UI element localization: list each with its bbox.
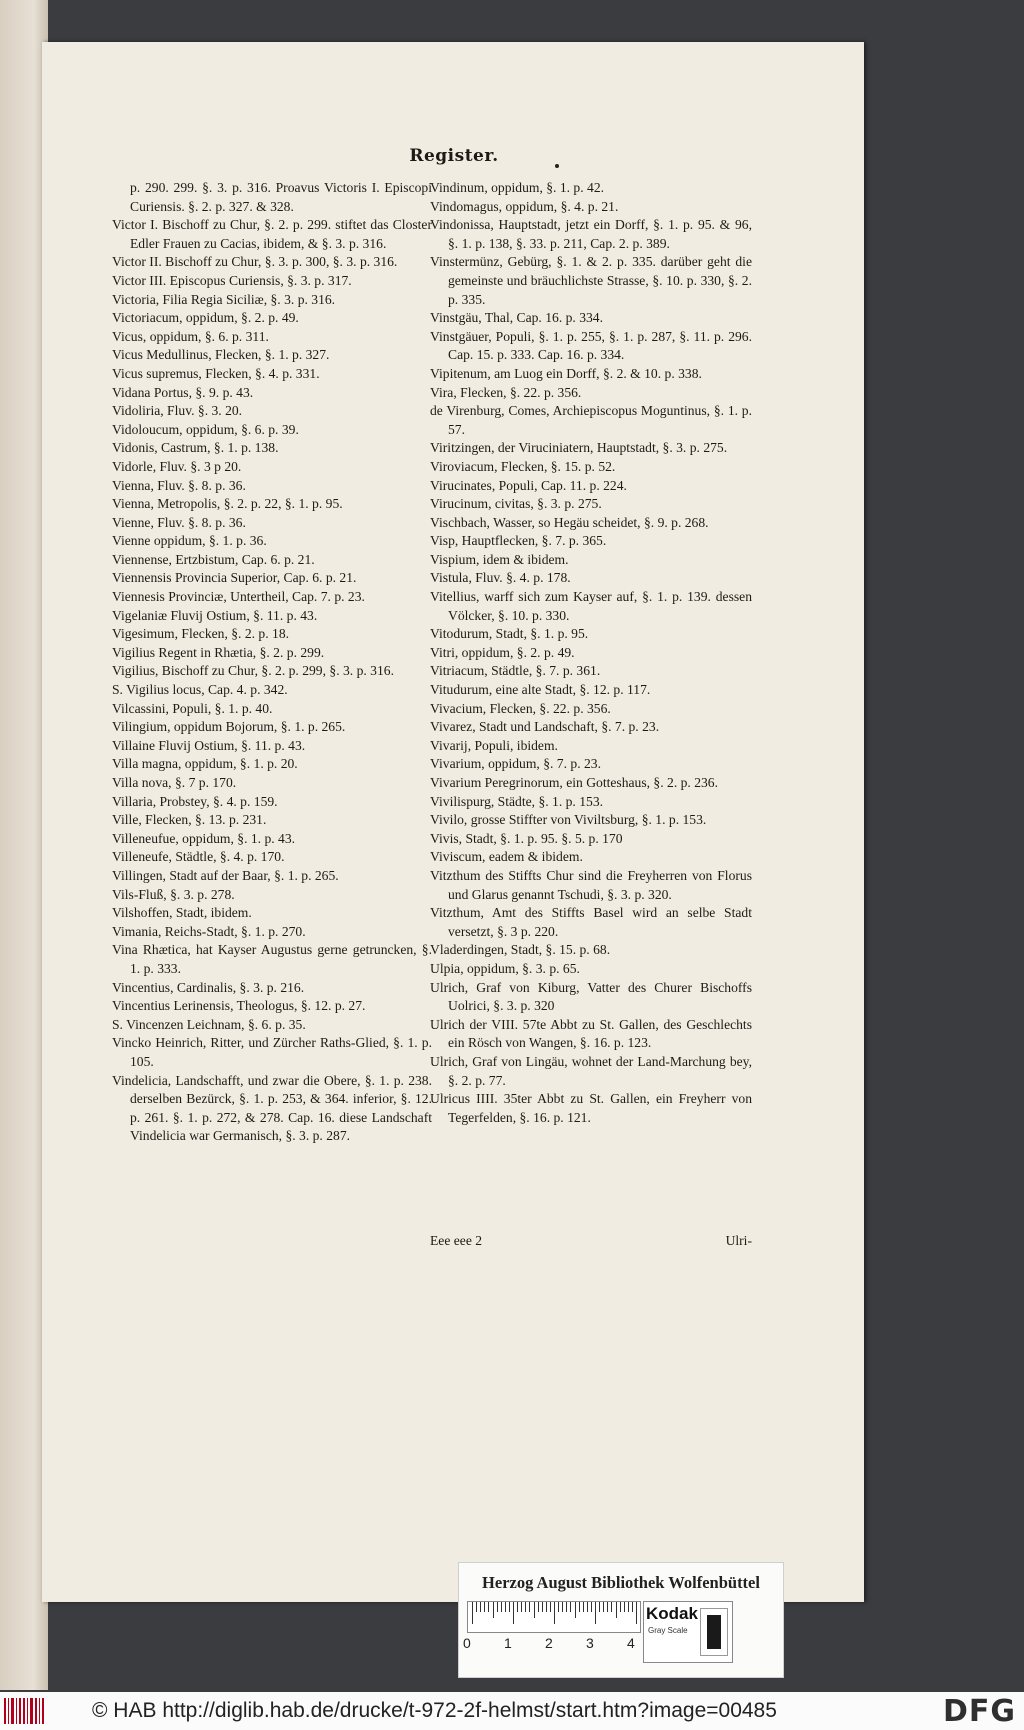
ruler-tick (497, 1602, 498, 1612)
index-entry: Vivarium, oppidum, §. 7. p. 23. (430, 756, 601, 772)
index-entry: Villa nova, §. 7 p. 170. (112, 775, 237, 790)
index-entry: Viennesis Provinciæ, Untertheil, Cap. 7. p. 23. (112, 589, 365, 605)
barcode-bar (23, 1698, 25, 1724)
ruler-tick (476, 1602, 477, 1612)
scale-number: 0 (463, 1635, 471, 1651)
index-column-left (112, 179, 432, 1146)
index-entry: Victor I. Bischoff zu Chur, §. 2. p. 299. stiftet das Closter Edler Frauen zu Cacias, ibidem, & §. 3. p. 316. (112, 217, 432, 251)
ruler-tick (611, 1602, 612, 1612)
index-entry: Vienna, Metropolis, §. 2. p. 22, §. 1. p. 95. (112, 496, 343, 512)
scale-number: 4 (627, 1635, 635, 1651)
index-entry: Ulricus IIII. 35ter Abbt zu St. Gallen, ein Freyherr von Tegerfelden, §. 16. p. 121. (430, 1091, 752, 1125)
index-entry: Vladerdingen, Stadt, §. 15. p. 68. (430, 942, 611, 958)
index-entry: Vilingium, oppidum Bojorum, §. 1. p. 265. (112, 719, 346, 735)
index-entry: Vimania, Reichs-Stadt, §. 1. p. 270. (112, 923, 306, 939)
index-entry: Vitzthum, Amt des Stiffts Basel wird an selbe Stadt versetzt, §. 3 p. 220. (430, 905, 752, 939)
index-entry: Vitzthum des Stiffts Chur sind die Freyherren von Florus und Glarus genannt Tschudi, §. 3. p. 320. (430, 867, 752, 902)
index-entry: Victoria, Filia Regia Siciliæ, §. 3. p. 316. (112, 291, 336, 307)
index-entry: de Virenburg, Comes, Archiepiscopus Moguntinus, §. 1. p. 57. (430, 403, 752, 437)
barcode-bar (4, 1698, 6, 1724)
scale-number: 1 (504, 1635, 512, 1651)
index-entry: Vigesimum, Flecken, §. 2. p. 18. (112, 626, 290, 642)
index-entry: Vitodurum, Stadt, §. 1. p. 95. (430, 626, 589, 642)
index-column-right (430, 179, 752, 1127)
ruler-tick (624, 1602, 625, 1612)
index-entry: Ulrich der VIII. 57te Abbt zu St. Gallen, des Geschlechts ein Rösch von Wangen, §. 16. p. 123. (430, 1016, 752, 1051)
index-entry: Vicus Medullinus, Flecken, §. 1. p. 327. (112, 347, 330, 363)
kodak-logo: Kodak (646, 1604, 698, 1623)
barcode-bar (30, 1698, 33, 1724)
index-entry: Vivilo, grosse Stiffter von Viviltsburg, §. 1. p. 153. (430, 812, 707, 828)
index-entry: Victoriacum, oppidum, §. 2. p. 49. (112, 310, 299, 326)
index-entry: Vidana Portus, §. 9. p. 43. (112, 384, 254, 400)
index-entry: Vigilius Regent in Rhætia, §. 2. p. 299. (112, 644, 325, 660)
ruler-tick (484, 1602, 485, 1612)
ruler-tick (493, 1602, 494, 1618)
index-entry: Virucinum, civitas, §. 3. p. 275. (430, 496, 602, 512)
index-entry: Vienna, Fluv. §. 8. p. 36. (112, 477, 246, 493)
ruler-tick (587, 1602, 588, 1612)
index-entry: Vienne, Fluv. §. 8. p. 36. (112, 514, 246, 530)
barcode-bar (16, 1698, 17, 1724)
scale-numbers (459, 1635, 649, 1655)
ruler-tick (583, 1602, 584, 1612)
index-entry: Vindinum, oppidum, §. 1. p. 42. (430, 180, 605, 195)
index-entry: Villeneufe, Städtle, §. 4. p. 170. (112, 849, 285, 865)
gray-scale-patch (643, 1601, 733, 1663)
library-name: Herzog August Bibliothek Wolfenbüttel (482, 1573, 760, 1592)
ruler-tick (566, 1602, 567, 1612)
ruler-tick (562, 1602, 563, 1612)
index-entry: Villeneufue, oppidum, §. 1. p. 43. (112, 830, 296, 846)
copyright-url[interactable]: © HAB http://diglib.hab.de/drucke/t-972-2f-helmst/start.htm?image=00485 (92, 1699, 777, 1722)
ruler-tick (501, 1602, 502, 1612)
index-entry: Vinstgäuer, Populi, §. 1. p. 255, §. 1. p. 287, §. 11. p. 296. Cap. 15. p. 333. Cap. 16. p. 334. (430, 328, 752, 363)
index-entry: Vincko Heinrich, Ritter, und Zürcher Raths-Glied, §. 1. p. 105. (112, 1035, 432, 1069)
ruler-tick (607, 1602, 608, 1612)
ruler-tick (542, 1602, 543, 1612)
barcode-bar (42, 1698, 44, 1724)
index-entry: Villaine Fluvij Ostium, §. 11. p. 43. (112, 737, 306, 753)
index-entry: Vinstgäu, Thal, Cap. 16. p. 334. (430, 310, 603, 326)
index-entry: Viritzingen, der Viruciniatern, Hauptstadt, §. 3. p. 275. (430, 440, 728, 456)
index-entry: Vina Rhætica, hat Kayser Augustus gerne getruncken, §. 1. p. 333. (112, 942, 432, 976)
index-entry: Vidoliria, Fluv. §. 3. 20. (112, 403, 243, 419)
index-entry: Villa magna, oppidum, §. 1. p. 20. (112, 756, 298, 772)
ruler-tick (628, 1602, 629, 1612)
index-entry: Villaria, Probstey, §. 4. p. 159. (112, 793, 278, 809)
index-entry: Vivilispurg, Städte, §. 1. p. 153. (430, 793, 604, 809)
index-entry: Vitellius, warff sich zum Kayser auf, §. 1. p. 139. dessen Völcker, §. 10. p. 330. (430, 589, 752, 623)
index-entry: Ulpia, oppidum, §. 3. p. 65. (430, 960, 580, 976)
index-entry: Vidonis, Castrum, §. 1. p. 138. (112, 440, 279, 456)
ruler-tick (570, 1602, 571, 1612)
index-entry: Vischbach, Wasser, so Hegäu scheidet, §. 9. p. 268. (430, 514, 709, 530)
ruler-tick (616, 1602, 617, 1618)
index-entry: Vils-Fluß, §. 3. p. 278. (112, 886, 235, 902)
viewer-footer-bar (0, 1692, 1024, 1730)
index-entry: Vindomagus, oppidum, §. 4. p. 21. (430, 198, 619, 214)
barcode-bar (35, 1698, 37, 1724)
scale-number: 2 (545, 1635, 553, 1651)
ruler-tick (636, 1602, 637, 1624)
ruler-tick (558, 1602, 559, 1612)
index-entry: Villingen, Stadt auf der Baar, §. 1. p. 265. (112, 867, 339, 883)
index-entry: Vindelicia, Landschafft, und zwar die Obere, §. 1. p. 238. derselben Bezürck, §. 1. p. 253, & 364. inferior, §. 12. p. 261. §. 1. p. 272, & 278. Cap. 16. diese Landschaft Vindelicia war Germanisch, §. 3. p. 287. (112, 1072, 432, 1144)
dfg-logo: DFG (942, 1694, 1016, 1729)
ruler-tick (599, 1602, 600, 1612)
index-entry: Viennensis Provincia Superior, Cap. 6. p. 21. (112, 570, 357, 586)
barcode-bar (27, 1698, 28, 1724)
index-entry: Vivacium, Flecken, §. 22. p. 356. (430, 700, 611, 716)
ruler-tick (513, 1602, 514, 1624)
index-entry: S. Vincenzen Leichnam, §. 6. p. 35. (112, 1016, 306, 1032)
index-entry: Viroviacum, Flecken, §. 15. p. 52. (430, 458, 616, 474)
index-entry: Ville, Flecken, §. 13. p. 231. (112, 812, 267, 828)
ruler-tick (534, 1602, 535, 1618)
index-entry: Victor II. Bischoff zu Chur, §. 3. p. 300, §. 3. p. 316. (112, 254, 398, 270)
signature-mark: Eee eee 2 (430, 1233, 483, 1248)
barcode-bar (11, 1698, 14, 1724)
ruler-tick (550, 1602, 551, 1612)
index-entry: Vistula, Fluv. §. 4. p. 178. (430, 570, 571, 586)
ruler-tick (480, 1602, 481, 1612)
ruler-tick (517, 1602, 518, 1612)
gray-scale-label: Gray Scale (648, 1626, 688, 1635)
index-entry: Victor III. Episcopus Curiensis, §. 3. p. 317. (112, 272, 352, 288)
ruler-tick (591, 1602, 592, 1612)
ruler-tick (554, 1602, 555, 1624)
hab-barcode-icon (4, 1698, 48, 1724)
index-entry: Vigelaniæ Fluvij Ostium, §. 11. p. 43. (112, 607, 318, 623)
index-entry: Vilshoffen, Stadt, ibidem. (112, 905, 252, 921)
index-entry: Vivis, Stadt, §. 1. p. 95. §. 5. p. 170 (430, 830, 623, 846)
index-entry: Vindonissa, Hauptstadt, jetzt ein Dorff, §. 1. p. 95. & 96, §. 1. p. 138, §. 33. p. 211, Cap. 2. p. 389. (430, 217, 752, 251)
index-entry: Vitriacum, Städtle, §. 7. p. 361. (430, 663, 601, 679)
index-entry: Vitri, oppidum, §. 2. p. 49. (430, 644, 575, 660)
black-swatch (700, 1608, 728, 1656)
ruler-tick (505, 1602, 506, 1612)
ruler-tick (603, 1602, 604, 1612)
ruler-tick (521, 1602, 522, 1612)
ruler-tick (595, 1602, 596, 1624)
index-entry: Vivarium Peregrinorum, ein Gotteshaus, §. 2. p. 236. (430, 775, 719, 790)
ornament-dot (555, 164, 559, 168)
index-entry: p. 290. 299. §. 3. p. 316. Proavus Victoris I. Episcopi Curiensis. §. 2. p. 327. & 328. (130, 180, 432, 214)
ruler-tick (579, 1602, 580, 1612)
index-entry: Visp, Hauptflecken, §. 7. p. 365. (430, 533, 607, 549)
ruler-tick (472, 1602, 473, 1624)
index-entry: Vicus supremus, Flecken, §. 4. p. 331. (112, 365, 320, 381)
ruler-tick (632, 1602, 633, 1612)
catchword: Ulri- (725, 1233, 752, 1248)
ruler-tick (488, 1602, 489, 1612)
barcode-bar (8, 1698, 9, 1724)
index-entry: Vitudurum, eine alte Stadt, §. 12. p. 117. (430, 682, 651, 698)
ruler-tick (525, 1602, 526, 1612)
index-entry: Vipitenum, am Luog ein Dorff, §. 2. & 10. p. 338. (430, 365, 702, 381)
index-entry: Vinstermünz, Gebürg, §. 1. & 2. p. 335. darüber geht die gemeinste und bräuchlichste Strasse, §. 10. p. 330, §. 2. p. 335. (430, 254, 752, 307)
scale-ruler (467, 1601, 641, 1633)
index-entry: Ulrich, Graf von Kiburg, Vatter des Churer Bischoffs Uolrici, §. 3. p. 320 (430, 979, 752, 1014)
index-entry: Ulrich, Graf von Lingäu, wohnet der Land-Marchung bey, §. 2. p. 77. (430, 1053, 752, 1088)
index-entry: Vidoloucum, oppidum, §. 6. p. 39. (112, 421, 299, 437)
color-target-card (458, 1562, 784, 1678)
scale-number: 3 (586, 1635, 594, 1651)
index-entry: Vincentius, Cardinalis, §. 3. p. 216. (112, 979, 305, 995)
index-entry: S. Vigilius locus, Cap. 4. p. 342. (112, 682, 288, 698)
ruler-tick (529, 1602, 530, 1612)
index-entry: Vidorle, Fluv. §. 3 p 20. (112, 458, 242, 474)
index-entry: Vispium, idem & ibidem. (430, 551, 569, 567)
index-entry: Vigilius, Bischoff zu Chur, §. 2. p. 299, §. 3. p. 316. (112, 663, 394, 679)
index-entry: Vira, Flecken, §. 22. p. 356. (430, 384, 582, 400)
index-entry: Virucinates, Populi, Cap. 11. p. 224. (430, 477, 627, 493)
index-entry: Vivarij, Populi, ibidem. (430, 737, 558, 753)
index-entry: Viviscum, eadem & ibidem. (430, 849, 583, 865)
index-entry: Vicus, oppidum, §. 6. p. 311. (112, 328, 269, 344)
ruler-tick (620, 1602, 621, 1612)
ruler-tick (509, 1602, 510, 1612)
ruler-tick (546, 1602, 547, 1612)
index-entry: Vivarez, Stadt und Landschaft, §. 7. p. 23. (430, 719, 660, 735)
ruler-tick (538, 1602, 539, 1612)
index-entry: Viennense, Ertzbistum, Cap. 6. p. 21. (112, 551, 315, 567)
adjacent-page-edge (0, 0, 48, 1690)
index-entry: Vienne oppidum, §. 1. p. 36. (112, 533, 267, 549)
running-head: Register. (409, 146, 499, 166)
ruler-tick (575, 1602, 576, 1618)
scanned-page (42, 42, 864, 1602)
index-entry: Vincentius Lerinensis, Theologus, §. 12. p. 27. (112, 998, 366, 1014)
barcode-bar (39, 1698, 40, 1724)
barcode-bar (19, 1698, 21, 1724)
index-entry: Vilcassini, Populi, §. 1. p. 40. (112, 700, 273, 716)
